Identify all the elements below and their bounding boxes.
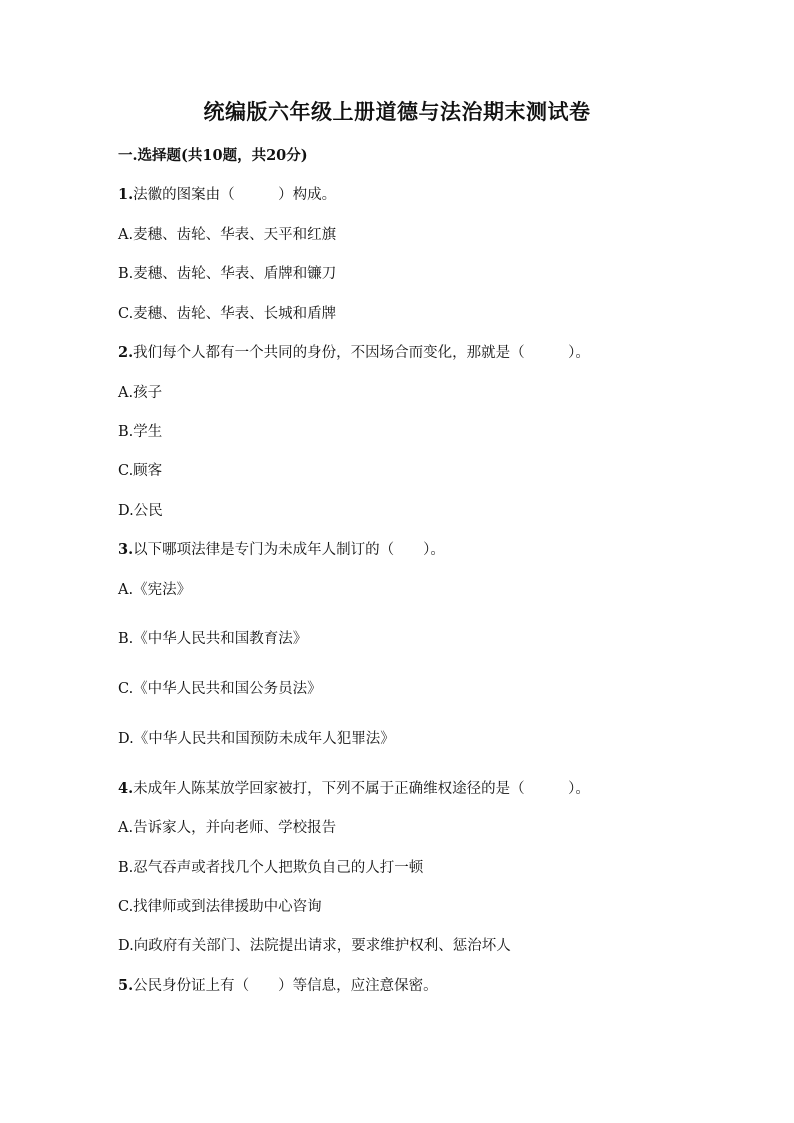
question-number: 1. xyxy=(118,186,134,203)
option-1a: A.麦穗、齿轮、华表、天平和红旗 xyxy=(118,227,337,243)
question-text: 我们每个人都有一个共同的身份，不因场合而变化，那就是（ ）。 xyxy=(133,345,590,361)
question-text: 法徽的图案由（ ）构成。 xyxy=(133,187,337,203)
question-4 xyxy=(118,779,590,799)
question-2 xyxy=(118,343,590,363)
option-3b: B.《中华人民共和国教育法》 xyxy=(118,631,308,647)
option-2c: C.顾客 xyxy=(118,463,163,479)
question-text: 公民身份证上有（ ）等信息，应注意保密。 xyxy=(133,978,438,994)
question-1 xyxy=(118,185,336,205)
exam-title: 统编版六年级上册道德与法治期末测试卷 xyxy=(203,99,591,124)
section-heading: 一.选择题(共10题，共20分) xyxy=(118,147,308,164)
question-number: 2. xyxy=(118,344,134,361)
option-1c: C.麦穗、齿轮、华表、长城和盾牌 xyxy=(118,306,337,322)
option-2a: A.孩子 xyxy=(118,385,163,401)
question-5 xyxy=(118,976,438,996)
option-3c: C.《中华人民共和国公务员法》 xyxy=(118,681,322,697)
option-4a: A.告诉家人，并向老师、学校报告 xyxy=(118,820,337,836)
question-text: 未成年人陈某放学回家被打，下列不属于正确维权途径的是（ ）。 xyxy=(133,781,590,797)
question-text: 以下哪项法律是专门为未成年人制订的（ ）。 xyxy=(133,542,445,558)
option-4c: C.找律师或到法律援助中心咨询 xyxy=(118,899,322,915)
option-3d: D.《中华人民共和国预防未成年人犯罪法》 xyxy=(118,731,395,747)
option-2b: B.学生 xyxy=(118,424,163,440)
option-3a: A.《宪法》 xyxy=(118,582,192,598)
option-1b: B.麦穗、齿轮、华表、盾牌和镰刀 xyxy=(118,266,337,282)
option-2d: D.公民 xyxy=(118,503,163,519)
question-3 xyxy=(118,540,445,560)
question-number: 5. xyxy=(118,977,134,994)
option-4d: D.向政府有关部门、法院提出请求，要求维护权利、惩治坏人 xyxy=(118,938,511,954)
question-number: 3. xyxy=(118,541,134,558)
question-number: 4. xyxy=(118,780,134,797)
option-4b: B.忍气吞声或者找几个人把欺负自己的人打一顿 xyxy=(118,860,424,876)
